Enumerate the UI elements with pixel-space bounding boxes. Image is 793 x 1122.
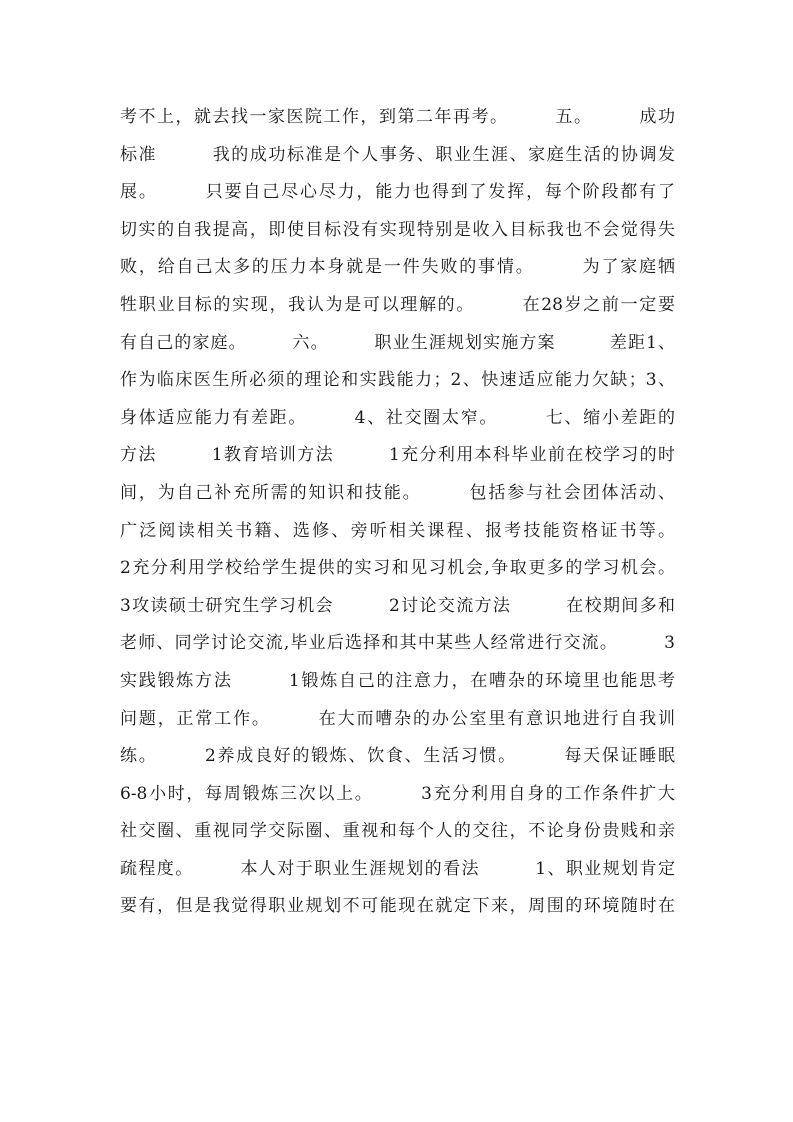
text-line: 实践锻炼方法 1锻炼自己的注意力，在嘈杂的环境里也能思考	[120, 670, 675, 691]
text-line: 牲职业目标的实现，我认为是可以理解的。 在28岁之前一定要	[120, 294, 675, 315]
text-line: 败，给自己太多的压力本身就是一件失败的事情。 为了家庭牺	[120, 257, 675, 278]
text-line: 有自己的家庭。 六。 职业生涯规划实施方案 差距1、	[120, 332, 675, 353]
text-line: 疏程度。 本人对于职业生涯规划的看法 1、职业规划肯定	[120, 858, 675, 879]
text-line: 方法 1教育培训方法 1充分利用本科毕业前在校学习的时	[120, 445, 675, 466]
text-line: 标准 我的成功标准是个人事务、职业生涯、家庭生活的协调发	[120, 144, 675, 165]
body-text	[120, 99, 675, 926]
text-line: 广泛阅读相关书籍、选修、旁听相关课程、报考技能资格证书等。	[120, 520, 675, 541]
text-line: 问题，正常工作。 在大而嘈杂的办公室里有意识地进行自我训	[120, 708, 675, 729]
text-line: 6-8小时，每周锻炼三次以上。 3充分利用自身的工作条件扩大	[120, 783, 675, 804]
text-line: 练。 2养成良好的锻炼、饮食、生活习惯。 每天保证睡眠	[120, 746, 675, 767]
text-line: 考不上，就去找一家医院工作，到第二年再考。 五。 成功	[120, 107, 675, 127]
text-line: 切实的自我提高，即使目标没有实现特别是收入目标我也不会觉得失	[120, 219, 675, 240]
text-line: 间，为自己补充所需的知识和技能。 包括参与社会团体活动、	[120, 482, 675, 503]
text-line: 身体适应能力有差距。 4、社交圈太窄。 七、缩小差距的	[120, 407, 675, 428]
text-line: 作为临床医生所必须的理论和实践能力；2、快速适应能力欠缺；3、	[120, 370, 675, 391]
text-line: 老师、同学讨论交流,毕业后选择和其中某些人经常进行交流。 3	[120, 633, 675, 654]
text-line: 要有，但是我觉得职业规划不可能现在就定下来，周围的环境随时在	[120, 896, 675, 917]
text-line: 社交圈、重视同学交际圈、重视和每个人的交往，不论身份贵贱和亲	[120, 821, 675, 842]
text-line: 展。 只要自己尽心尽力，能力也得到了发挥，每个阶段都有了	[120, 182, 675, 203]
text-line: 3攻读硕士研究生学习机会 2讨论交流方法 在校期间多和	[120, 595, 675, 616]
text-line: 2充分利用学校给学生提供的实习和见习机会,争取更多的学习机会。	[120, 558, 675, 579]
